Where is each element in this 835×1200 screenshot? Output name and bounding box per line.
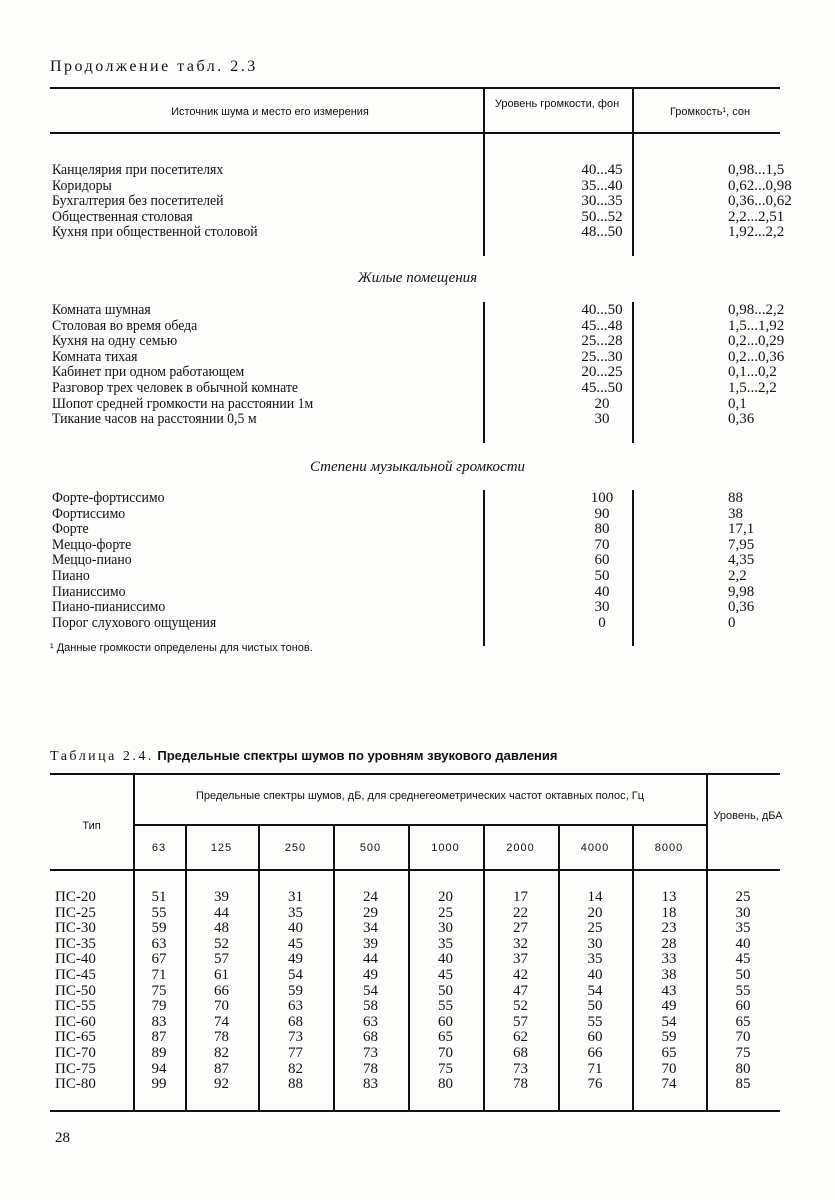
spectrum-cell: 42: [513, 967, 528, 983]
loudness-cell: 1,92...2,2: [728, 224, 785, 241]
spectrum-cell: 52: [513, 998, 528, 1015]
spectrum-cell: 13: [661, 889, 677, 905]
frequency-header: 2000: [506, 842, 535, 854]
spectrum-cell: 40: [587, 967, 603, 983]
table-row: [52, 506, 772, 522]
source-cell: Кухня на одну семью: [52, 333, 178, 350]
table-row: [52, 537, 772, 553]
table2-caption: Предельные спектры шумов по уровням звукового давления: [157, 748, 558, 763]
spectrum-cell: 49: [288, 951, 303, 968]
table-row: [0, 921, 835, 937]
spectrum-cell: 39: [363, 935, 378, 952]
loudness-cell: 0,1...0,2: [728, 364, 777, 381]
table-row: [52, 333, 785, 350]
table2-label: Таблица 2.4.: [50, 749, 154, 764]
frequency-header: 4000: [580, 842, 610, 854]
level-cell: 40...45: [581, 162, 623, 178]
spectrum-cell: 80: [438, 1076, 453, 1093]
table2-subheader-rule: [133, 824, 706, 826]
type-cell: ПС-20: [55, 889, 96, 905]
level-cell: 25...28: [581, 333, 623, 350]
table2-title: [50, 748, 557, 765]
level-cell: 45: [735, 951, 751, 968]
spectrum-cell: 37: [513, 951, 528, 968]
table2-top-rule: [50, 773, 780, 775]
spectrum-cell: 74: [214, 1013, 229, 1030]
spectrum-cell: 87: [214, 1060, 229, 1077]
spectrum-cell: 70: [438, 1045, 453, 1061]
spectrum-cell: 60: [587, 1029, 603, 1046]
loudness-cell: 0,62...0,98: [728, 177, 792, 194]
loudness-cell: 2,2...2,51: [728, 208, 785, 225]
table-row: [52, 193, 792, 210]
spectrum-cell: 32: [513, 935, 528, 952]
section-title: Жилые помещения: [357, 270, 478, 286]
level-cell: 35...40: [581, 177, 623, 194]
table2-bottom-rule: [50, 1110, 780, 1112]
table-row: [52, 615, 772, 631]
table1-divider: [632, 88, 634, 132]
spectrum-cell: 77: [288, 1045, 303, 1061]
table1-header-source: Источник шума и место его измерения: [171, 106, 369, 118]
source-cell: Пиано: [52, 568, 90, 584]
spectrum-cell: 59: [661, 1029, 677, 1046]
spectrum-cell: 44: [363, 951, 378, 968]
table-row: [0, 1046, 835, 1062]
spectrum-cell: 67: [151, 951, 167, 968]
type-cell: ПС-45: [55, 967, 96, 983]
level-cell: 75: [735, 1045, 751, 1061]
spectrum-cell: 33: [661, 951, 677, 968]
level-cell: 30: [594, 599, 610, 616]
table1-title: Продолжение табл. 2.3: [50, 58, 258, 75]
spectrum-cell: 17: [513, 889, 528, 905]
level-cell: 40: [735, 935, 751, 952]
source-cell: Фортиссимо: [52, 505, 126, 522]
type-cell: ПС-40: [55, 951, 96, 968]
source-cell: Бухгалтерия без посетителей: [52, 193, 224, 210]
spectrum-cell: 39: [214, 889, 229, 905]
spectrum-cell: 55: [438, 998, 453, 1015]
level-cell: 55: [735, 982, 751, 999]
spectrum-cell: 78: [214, 1029, 229, 1046]
spectrum-cell: 54: [363, 982, 378, 999]
level-cell: 30: [735, 904, 751, 921]
spectrum-cell: 71: [151, 967, 167, 983]
spectrum-cell: 82: [214, 1045, 229, 1061]
type-cell: ПС-70: [55, 1045, 96, 1061]
table-row: [52, 380, 777, 396]
level-cell: 50: [735, 967, 751, 983]
spectrum-cell: 78: [363, 1060, 378, 1077]
loudness-cell: 0: [728, 614, 736, 631]
spectrum-cell: 57: [214, 951, 229, 968]
spectrum-cell: 94: [151, 1060, 167, 1077]
spectrum-cell: 18: [661, 904, 677, 921]
level-cell: 20: [594, 395, 610, 412]
table1-footnote: ¹ Данные громкости определены для чистых тонов.: [50, 642, 313, 654]
spectrum-cell: 45: [288, 935, 303, 952]
spectrum-cell: 55: [151, 904, 167, 921]
spectrum-cell: 87: [151, 1029, 167, 1046]
spectrum-cell: 75: [438, 1060, 453, 1077]
table1-divider: [483, 88, 485, 132]
table-row: [0, 968, 835, 984]
spectrum-cell: 20: [587, 904, 603, 921]
spectrum-cell: 54: [661, 1013, 677, 1030]
spectrum-cell: 29: [363, 904, 378, 921]
loudness-cell: 2,2: [728, 568, 747, 584]
spectrum-cell: 28: [661, 935, 677, 952]
level-cell: 100: [590, 490, 614, 506]
table-row: [52, 599, 772, 615]
table-row: [52, 552, 772, 568]
spectrum-cell: 88: [288, 1076, 303, 1093]
loudness-cell: 0,2...0,29: [728, 333, 785, 350]
spectrum-cell: 66: [587, 1045, 603, 1061]
source-cell: Кухня при общественной столовой: [52, 224, 258, 241]
source-cell: Комната тихая: [52, 348, 138, 365]
spectrum-cell: 40: [288, 920, 303, 937]
spectrum-cell: 55: [587, 1013, 603, 1030]
loudness-cell: 88: [728, 490, 743, 506]
spectrum-cell: 83: [151, 1013, 167, 1030]
table-row: [52, 521, 772, 537]
source-cell: Меццо-пиано: [52, 552, 132, 569]
loudness-cell: 0,98...2,2: [728, 302, 785, 318]
spectrum-cell: 89: [151, 1045, 167, 1061]
spectrum-cell: 25: [587, 920, 603, 937]
table-row: [0, 890, 835, 906]
source-cell: Шопот средней громкости на расстоянии 1м: [52, 395, 314, 412]
table2-header-spectra: Предельные спектры шумов, дБ, для среднегеометрических частот октавных полос, Гц: [195, 790, 645, 802]
section-title: Степени музыкальной громкости: [309, 459, 526, 475]
table1-top-rule: [50, 87, 780, 89]
spectrum-cell: 66: [214, 982, 229, 999]
source-cell: Пианиссимо: [52, 583, 126, 600]
table-row: [52, 224, 785, 241]
level-cell: 90: [594, 505, 610, 522]
level-cell: 85: [735, 1076, 751, 1093]
spectrum-cell: 65: [438, 1029, 453, 1046]
spectrum-cell: 50: [587, 998, 603, 1015]
level-cell: 30: [594, 411, 610, 428]
source-cell: Пиано-пианиссимо: [52, 599, 166, 616]
spectrum-cell: 73: [513, 1060, 528, 1077]
frequency-header: 500: [359, 842, 382, 854]
spectrum-cell: 59: [288, 982, 303, 999]
level-cell: 40...50: [581, 302, 623, 318]
spectrum-cell: 57: [513, 1013, 528, 1030]
level-cell: 30...35: [581, 193, 623, 210]
spectrum-cell: 35: [587, 951, 603, 968]
loudness-cell: 17,1: [728, 521, 755, 538]
spectrum-cell: 51: [151, 889, 167, 905]
source-cell: Форте-фортиссимо: [52, 490, 165, 506]
spectrum-cell: 65: [661, 1045, 677, 1061]
table2-header-type: Тип: [82, 820, 101, 832]
spectrum-cell: 61: [214, 967, 229, 983]
type-cell: ПС-55: [55, 998, 96, 1015]
level-cell: 50: [594, 568, 610, 584]
spectrum-cell: 83: [363, 1076, 378, 1093]
level-cell: 80: [594, 521, 610, 538]
level-cell: 65: [735, 1013, 751, 1030]
table2-header-level: Уровень, дБА: [713, 810, 783, 822]
table-row: [52, 584, 772, 600]
source-cell: Разговор трех человек в обычной комнате: [52, 380, 299, 396]
spectrum-cell: 63: [151, 935, 167, 952]
type-cell: ПС-30: [55, 920, 96, 937]
spectrum-cell: 38: [661, 967, 677, 983]
level-cell: 0: [598, 614, 606, 631]
level-cell: 60: [735, 998, 751, 1015]
spectrum-cell: 60: [438, 1013, 453, 1030]
spectrum-cell: 70: [661, 1060, 677, 1077]
table-row: [52, 302, 785, 318]
spectrum-cell: 30: [438, 920, 453, 937]
loudness-cell: 0,1: [728, 395, 747, 412]
spectrum-cell: 27: [513, 920, 528, 937]
source-cell: Порог слухового ощущения: [52, 614, 217, 631]
source-cell: Тикание часов на расстоянии 0,5 м: [52, 411, 257, 428]
spectrum-cell: 73: [288, 1029, 303, 1046]
spectrum-cell: 31: [288, 889, 303, 905]
spectrum-cell: 45: [438, 967, 453, 983]
type-cell: ПС-60: [55, 1013, 96, 1030]
frequency-header: 63: [151, 842, 167, 854]
spectrum-cell: 68: [363, 1029, 378, 1046]
frequency-header: 125: [210, 842, 233, 854]
loudness-cell: 38: [728, 505, 743, 522]
spectrum-cell: 22: [513, 904, 528, 921]
level-cell: 50...52: [581, 208, 623, 225]
spectrum-cell: 63: [288, 998, 303, 1015]
spectrum-cell: 34: [363, 920, 378, 937]
spectrum-cell: 44: [214, 904, 229, 921]
table1-header-loudness: Громкость¹, сон: [669, 106, 751, 118]
loudness-cell: 0,36...0,62: [728, 193, 792, 210]
loudness-cell: 0,36: [728, 599, 755, 616]
table-row: [0, 999, 835, 1015]
table-row: [52, 364, 777, 381]
loudness-cell: 7,95: [728, 536, 755, 553]
table-row: [52, 568, 772, 584]
spectrum-cell: 50: [438, 982, 453, 999]
loudness-cell: 1,5...2,2: [728, 380, 777, 396]
table-row: [0, 906, 835, 922]
source-cell: Общественная столовая: [52, 208, 193, 225]
spectrum-cell: 76: [587, 1076, 603, 1093]
level-cell: 48...50: [581, 224, 623, 241]
source-cell: Канцелярия при посетителях: [52, 162, 224, 178]
spectrum-cell: 70: [214, 998, 229, 1015]
level-cell: 25...30: [581, 348, 623, 365]
spectrum-cell: 59: [151, 920, 167, 937]
loudness-cell: 1,5...1,92: [728, 317, 785, 334]
spectrum-cell: 54: [587, 982, 603, 999]
type-cell: ПС-35: [55, 935, 96, 952]
spectrum-cell: 62: [513, 1029, 528, 1046]
loudness-cell: 4,35: [728, 552, 755, 569]
loudness-cell: 0,2...0,36: [728, 348, 785, 365]
frequency-header: 250: [284, 842, 307, 854]
spectrum-cell: 54: [288, 967, 303, 983]
spectrum-cell: 25: [438, 904, 453, 921]
spectrum-cell: 78: [513, 1076, 528, 1093]
spectrum-cell: 14: [587, 889, 603, 905]
page-number: 28: [55, 1130, 70, 1146]
table-row: [52, 317, 785, 334]
loudness-cell: 9,98: [728, 583, 755, 600]
level-cell: 45...48: [581, 317, 623, 334]
spectrum-cell: 35: [438, 935, 453, 952]
spectrum-cell: 20: [438, 889, 453, 905]
table-row: [52, 208, 785, 225]
spectrum-cell: 75: [151, 982, 167, 999]
type-cell: ПС-65: [55, 1029, 96, 1046]
spectrum-cell: 82: [288, 1060, 303, 1077]
spectrum-cell: 43: [661, 982, 677, 999]
table-row: [52, 177, 792, 194]
level-cell: 20...25: [581, 364, 623, 381]
spectrum-cell: 49: [363, 967, 378, 983]
spectrum-cell: 74: [661, 1076, 677, 1093]
table-row: [0, 1030, 835, 1046]
table1-header-level: Уровень громкости, фон: [494, 98, 620, 110]
spectrum-cell: 92: [214, 1076, 229, 1093]
table-row: [52, 490, 772, 506]
spectrum-cell: 63: [363, 1013, 378, 1030]
spectrum-cell: 68: [513, 1045, 528, 1061]
type-cell: ПС-75: [55, 1060, 96, 1077]
type-cell: ПС-25: [55, 904, 96, 921]
table-row: [0, 984, 835, 1000]
spectrum-cell: 73: [363, 1045, 378, 1061]
table-row: [52, 348, 785, 365]
spectrum-cell: 48: [214, 920, 229, 937]
spectrum-cell: 40: [438, 951, 453, 968]
spectrum-cell: 23: [661, 920, 677, 937]
table-row: [0, 1077, 835, 1093]
spectrum-cell: 71: [587, 1060, 603, 1077]
table-row: [52, 396, 772, 412]
spectrum-cell: 68: [288, 1013, 303, 1030]
level-cell: 70: [735, 1029, 751, 1046]
table-row: [52, 411, 772, 427]
level-cell: 70: [594, 536, 610, 553]
source-cell: Коридоры: [52, 177, 112, 194]
type-cell: ПС-80: [55, 1076, 96, 1093]
loudness-cell: 0,36: [728, 411, 755, 428]
frequency-header: 1000: [431, 842, 460, 854]
spectrum-cell: 49: [661, 998, 677, 1015]
table1-header-rule: [50, 132, 780, 134]
spectrum-cell: 58: [363, 998, 378, 1015]
source-cell: Комната шумная: [52, 302, 151, 318]
spectrum-cell: 52: [214, 935, 229, 952]
table-row: [0, 952, 835, 968]
frequency-header: 8000: [654, 842, 684, 854]
source-cell: Кабинет при одном работающем: [52, 364, 245, 381]
spectrum-cell: 24: [363, 889, 378, 905]
table-row: [0, 1062, 835, 1078]
table2-header-rule: [50, 869, 780, 871]
source-cell: Форте: [52, 521, 89, 538]
spectrum-cell: 99: [151, 1076, 167, 1093]
level-cell: 80: [735, 1060, 751, 1077]
table-row: [0, 1015, 835, 1031]
level-cell: 60: [594, 552, 610, 569]
spectrum-cell: 35: [288, 904, 303, 921]
loudness-cell: 0,98...1,5: [728, 162, 785, 178]
source-cell: Столовая во время обеда: [52, 317, 198, 334]
source-cell: Меццо-форте: [52, 536, 132, 553]
level-cell: 45...50: [581, 380, 623, 396]
level-cell: 25: [735, 889, 751, 905]
table-row: [52, 162, 785, 178]
type-cell: ПС-50: [55, 982, 96, 999]
spectrum-cell: 79: [151, 998, 167, 1015]
table-row: [0, 937, 835, 953]
level-cell: 40: [594, 583, 610, 600]
spectrum-cell: 30: [587, 935, 603, 952]
level-cell: 35: [735, 920, 751, 937]
spectrum-cell: 47: [513, 982, 528, 999]
